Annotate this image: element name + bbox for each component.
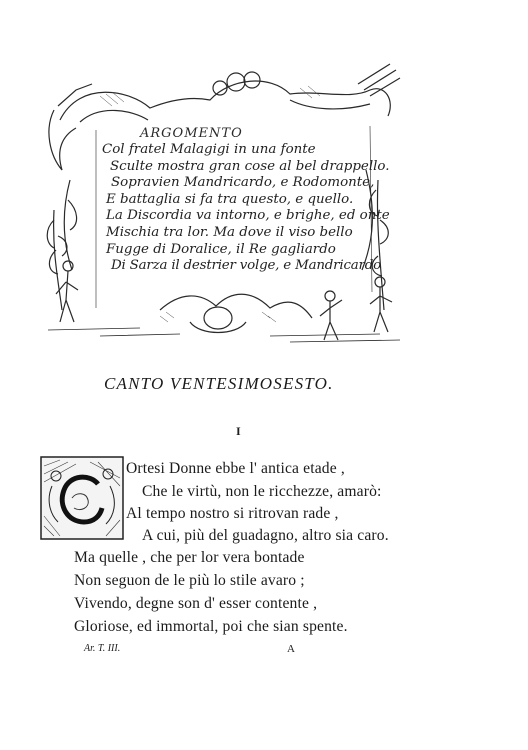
argomento-title: ARGOMENTO [140,126,243,141]
verse-line: Ortesi Donne ebbe l' antica etade , [126,460,345,477]
argomento-line: Mischia tra lor. Ma dove il viso bello [106,224,353,240]
signature-mark: Ar. T. III. [84,643,121,654]
initial-ornament [40,456,124,540]
argomento-line: E battaglia si fa tra questo, e quello. [106,191,354,207]
gathering-mark: A [287,643,295,655]
verse-line: Che le virtù, non le ricchezze, amarò: [142,483,382,500]
argomento-line: Sculte mostra gran cose al bel drappello. [110,158,390,174]
argomento-line: Fugge di Doralice, il Re gagliardo [106,241,336,257]
verse-line: Ma quelle , che per lor vera bontade [74,549,305,566]
verse-line: Gloriose, ed immortal, poi che sian spente. [74,618,348,635]
canto-title: CANTO VENTESIMOSESTO. [104,374,334,393]
argomento-line: Sopravien Mandricardo, e Rodomonte, [111,175,375,191]
verse-line: Vivendo, degne son d' esser contente , [74,595,318,612]
verse-line: Non seguon de le più lo stile avaro ; [74,572,305,589]
argomento-text [102,142,412,275]
decorated-initial [40,456,124,540]
stanza-number: I [236,424,241,438]
verse-line: Al tempo nostro si ritrovan rade , [126,505,339,522]
argomento-line: Di Sarza il destrier volge, e Mandricardo [111,258,381,274]
verse-line: A cui, più del guadagno, altro sia caro. [142,527,389,544]
argomento-line: Col fratel Malagigi in una fonte [102,142,316,157]
argomento-line: La Discordia va intorno, e brighe, ed onte [106,208,390,224]
argomento-cartouche [40,60,412,350]
